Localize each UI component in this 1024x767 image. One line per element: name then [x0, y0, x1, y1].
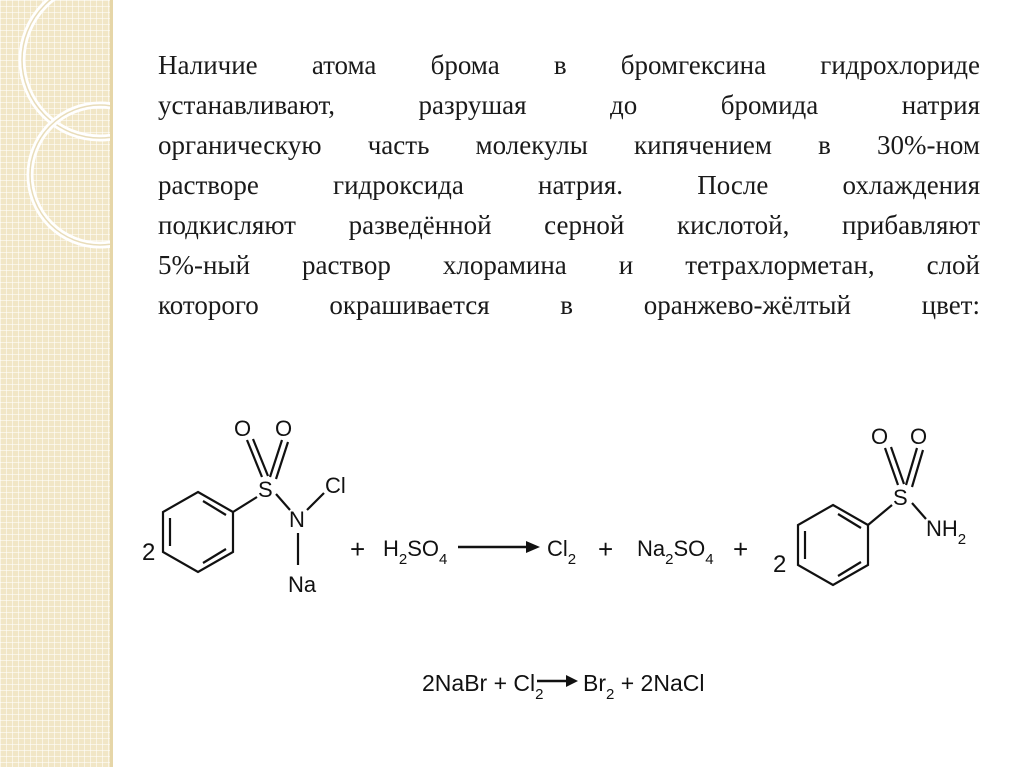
paragraph-line: органическую часть молекулы кипячением в 30%-ном	[158, 130, 980, 160]
reactant-coefficient: 2	[142, 539, 156, 566]
formula-subscript: 4	[705, 551, 714, 568]
formula-subscript: 2	[398, 551, 408, 568]
oxygen-atom-left: O	[234, 416, 252, 441]
sulfonamide-molecule	[773, 424, 966, 585]
paragraph-line: Наличие атома брома в бромгексина гидрохлориде	[158, 50, 980, 80]
paragraph-line: подкисляют разведённой серной кислотой, прибавляют	[158, 210, 980, 240]
formula-part: 2NaBr + Cl	[422, 670, 536, 696]
formula-subscript: 4	[439, 551, 448, 568]
reaction-2-rhs	[583, 670, 704, 703]
reaction-2	[422, 670, 704, 703]
formula-part: SO	[407, 536, 440, 561]
paragraph-line: устанавливают, разрушая до бромида натрия	[158, 90, 980, 120]
bond-ring-s	[868, 505, 892, 525]
nitrogen-atom: N	[289, 507, 305, 532]
formula-part: Na	[637, 536, 666, 561]
bond-s-n	[912, 503, 926, 519]
bond-s-n	[276, 494, 290, 510]
sodium-atom: Na	[288, 572, 317, 597]
reaction-2-lhs	[422, 670, 543, 703]
plus-sign: +	[350, 534, 366, 564]
oxygen-atom-right: O	[275, 416, 293, 441]
formula-subscript: 2	[535, 686, 544, 703]
chlorine-formula	[547, 536, 576, 568]
bond-s-o-left	[885, 448, 898, 485]
formula-part: Br	[583, 670, 606, 696]
formula-part: + 2NaCl	[614, 670, 705, 696]
benzene-ring	[163, 492, 233, 572]
bond-ring-s	[233, 497, 257, 512]
product-coefficient: 2	[773, 551, 787, 578]
paragraph-line: 5%-ный раствор хлорамина и тетрахлорметан, слой	[158, 250, 980, 280]
bond-n-cl	[307, 493, 324, 510]
amino-group	[926, 516, 966, 548]
formula-part: SO	[673, 536, 706, 561]
chloramine-molecule	[142, 416, 346, 597]
oxygen-atom-right: O	[910, 424, 928, 449]
sulfur-atom: S	[258, 477, 273, 502]
oxygen-atom-left: O	[871, 424, 889, 449]
formula-subscript: 2	[957, 531, 967, 548]
formula-subscript: 2	[567, 551, 577, 568]
paragraph-line: растворе гидроксида натрия. После охлаждения	[158, 170, 980, 200]
formula-subscript: 2	[665, 551, 674, 568]
bond-s-o-right	[270, 440, 282, 477]
paragraph-line: которого окрашивается в оранжево-жёлтый цвет:	[158, 290, 980, 320]
formula-part: H	[383, 536, 399, 561]
benzene-ring	[798, 505, 868, 585]
sulfuric-acid-formula	[383, 536, 447, 568]
sodium-sulfate-formula	[637, 536, 714, 568]
formula-part: Cl	[547, 536, 568, 561]
plus-sign: +	[598, 534, 614, 564]
sulfur-atom: S	[893, 485, 908, 510]
plus-sign: +	[733, 534, 749, 564]
formula-part: NH	[926, 516, 958, 541]
chlorine-atom: Cl	[325, 473, 346, 498]
formula-subscript: 2	[606, 686, 615, 703]
reaction-arrow	[458, 541, 540, 553]
